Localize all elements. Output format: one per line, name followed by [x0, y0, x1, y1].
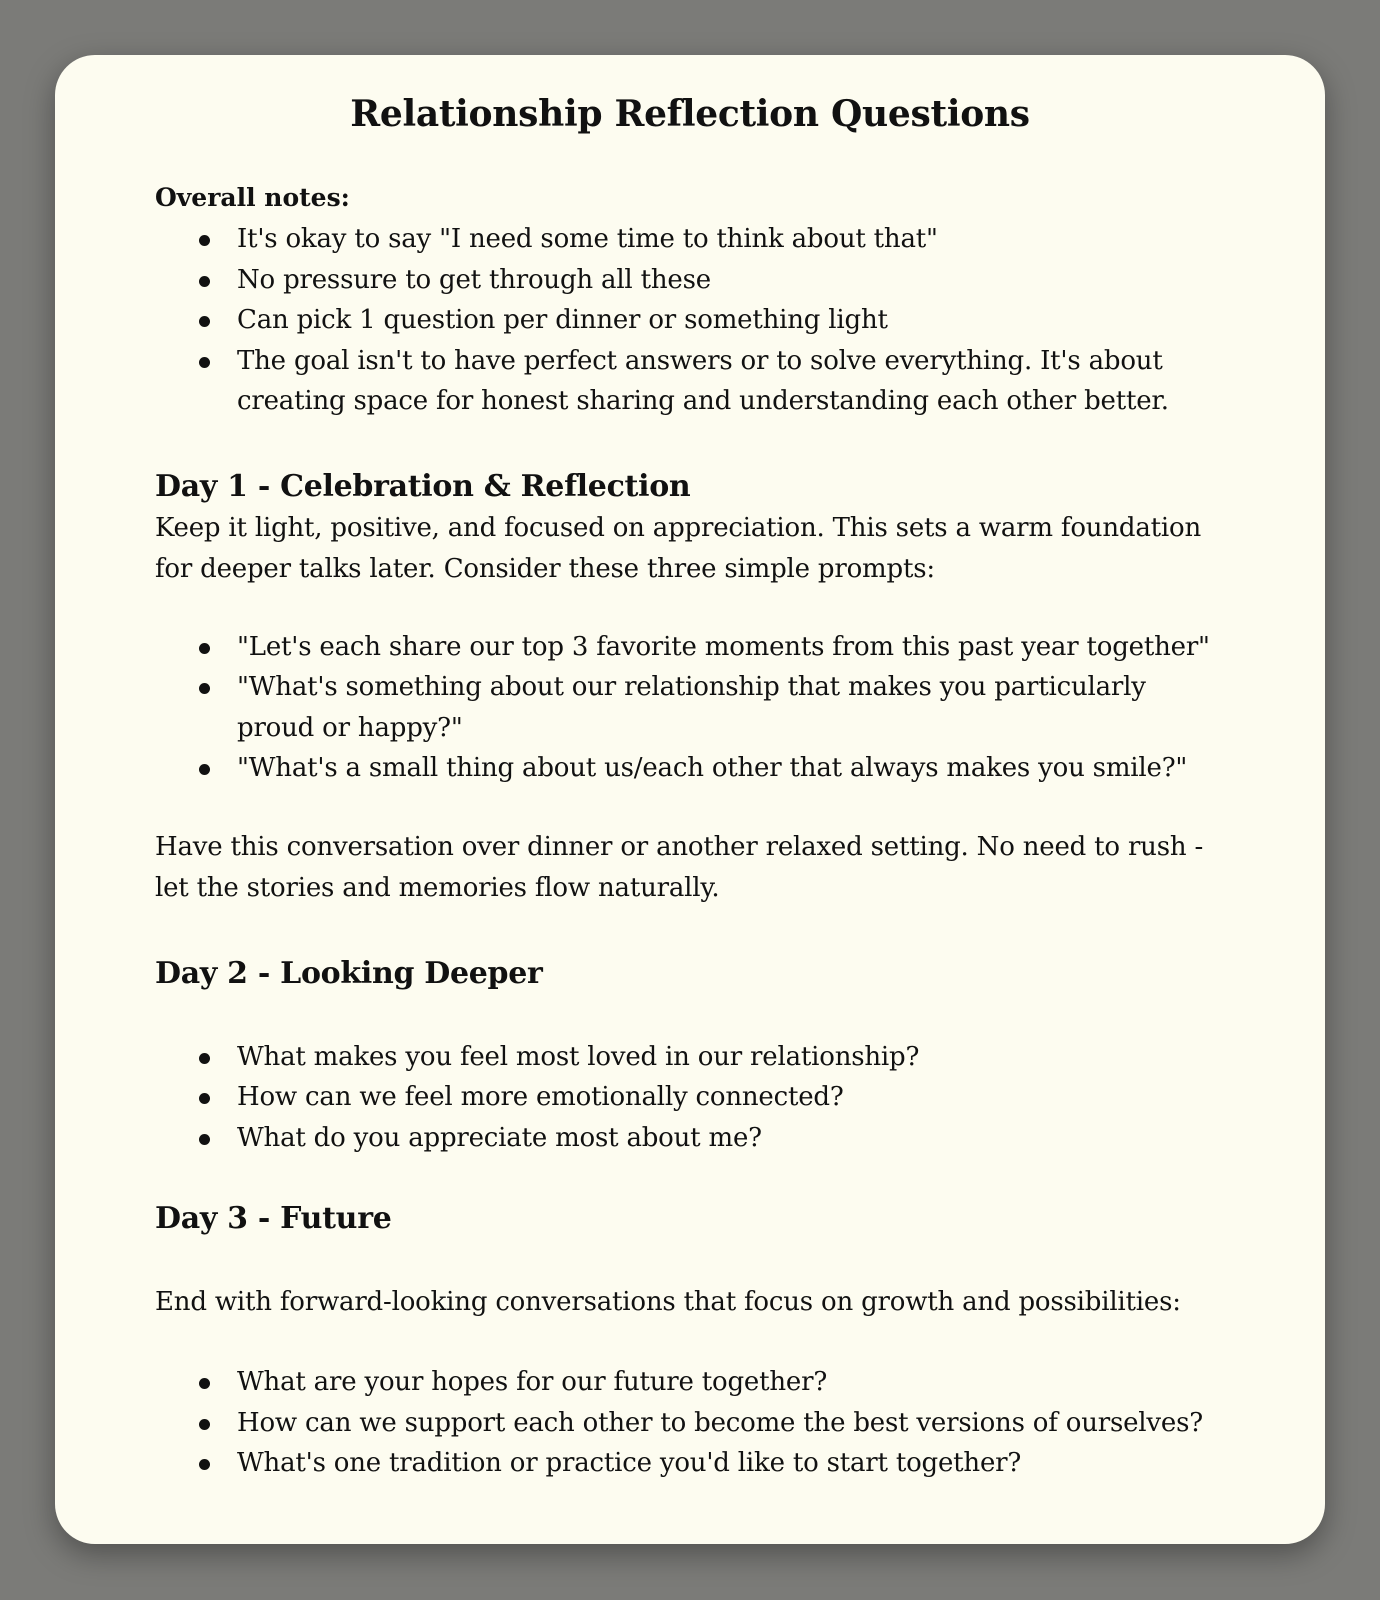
list-item: The goal isn't to have perfect answers or to solve everything. It's about creating space for honest sharing and understanding each other better.: [237, 341, 1225, 422]
list-item: How can we feel more emotionally connected?: [237, 1077, 1225, 1118]
day3-section: [155, 1198, 1225, 1484]
day1-closing-note: Have this conversation over dinner or another relaxed setting. No need to rush - let the stories and memories flow naturally.: [155, 831, 1204, 903]
document-card: [55, 55, 1325, 1544]
list-item: Can pick 1 question per dinner or something light: [237, 300, 1225, 341]
overall-notes-label: Overall notes:: [155, 183, 350, 212]
day3-heading: Day 3 - Future: [155, 1201, 392, 1236]
day1-intro: Keep it light, positive, and focused on appreciation. This sets a warm foundation for deeper talks later. Consider these three simple prompts:: [155, 512, 1202, 584]
day2-heading: Day 2 - Looking Deeper: [155, 955, 543, 991]
page-title: Relationship Reflection Questions: [350, 93, 1030, 135]
list-item: What makes you feel most loved in our relationship?: [237, 1037, 1225, 1078]
day2-section: [155, 953, 1225, 1159]
list-item: How can we support each other to become the best versions of ourselves?: [237, 1403, 1225, 1444]
overall-notes-list: [155, 219, 1225, 422]
day3-list: [155, 1362, 1225, 1484]
day1-section: [155, 466, 1225, 909]
list-item: What are your hopes for our future together?: [237, 1362, 1225, 1403]
list-item: "What's a small thing about us/each other that always makes you smile?": [237, 748, 1225, 789]
list-item: It's okay to say "I need some time to think about that": [237, 219, 1225, 260]
overall-notes-section: [155, 181, 1225, 422]
day1-list: [155, 627, 1225, 789]
list-item: "Let's each share our top 3 favorite moments from this past year together": [237, 627, 1225, 668]
day1-heading: Day 1 - Celebration & Reflection: [155, 468, 691, 504]
list-item: What's one tradition or practice you'd like to start together?: [237, 1443, 1225, 1484]
day3-intro: End with forward-looking conversations that focus on growth and possibilities:: [155, 1287, 1181, 1317]
list-item: What do you appreciate most about me?: [237, 1118, 1225, 1159]
day2-list: [155, 1037, 1225, 1159]
list-item: No pressure to get through all these: [237, 260, 1225, 301]
list-item: "What's something about our relationship that makes you particularly proud or happy?": [237, 667, 1225, 748]
